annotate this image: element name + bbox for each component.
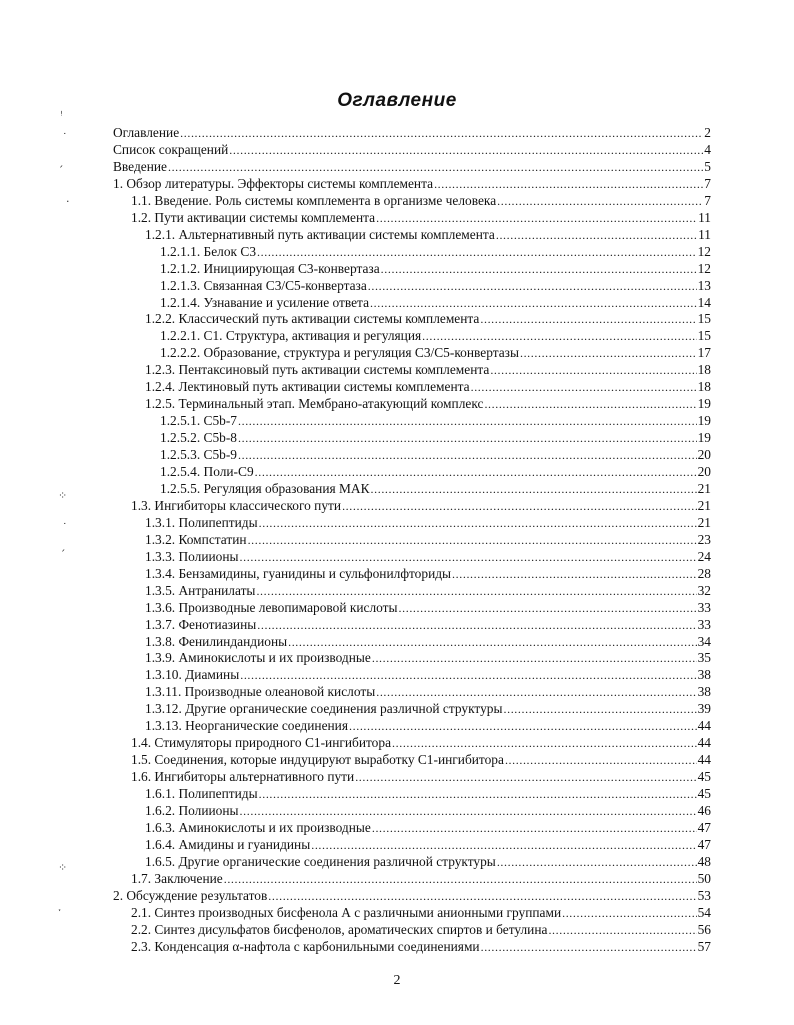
toc-entry-label: 1.3.8. Фенилиндандионы — [145, 633, 288, 649]
toc-entry-page: 24 — [697, 548, 711, 564]
toc-entry[interactable] — [145, 548, 711, 565]
toc-entry[interactable] — [160, 446, 711, 463]
toc-entry-page: 19 — [697, 396, 711, 412]
toc-entry[interactable] — [145, 785, 711, 802]
toc-entry[interactable] — [131, 921, 711, 938]
toc-entry[interactable] — [131, 751, 711, 768]
toc-entry-label: 1.2.1.2. Инициирующая С3-конвертаза — [160, 260, 380, 276]
scan-speck: ˙ — [62, 131, 68, 144]
toc-entry-label: 1.2.5.2. С5b-8 — [160, 430, 237, 446]
toc-entry[interactable] — [145, 836, 711, 853]
toc-entry-label: 2.1. Синтез производных бисфенола А с различными анионными группами — [131, 904, 562, 920]
toc-entry[interactable] — [145, 514, 711, 531]
toc-entry[interactable] — [145, 616, 711, 633]
toc-entry-page: 21 — [697, 497, 711, 513]
toc-entry-page: 15 — [697, 328, 711, 344]
toc-dot-leader — [520, 345, 697, 362]
toc-entry[interactable] — [145, 819, 711, 836]
toc-entry-label: 1.6.2. Полиионы — [145, 803, 239, 818]
toc-entry-label: 1.3.1. Полипептиды — [145, 514, 258, 530]
toc-dot-leader — [349, 718, 697, 735]
toc-entry-page: 57 — [697, 938, 711, 954]
toc-entry-page: 23 — [697, 531, 711, 547]
toc-entry[interactable] — [160, 480, 711, 497]
toc-entry[interactable] — [160, 243, 711, 260]
toc-entry-label: 1.3.4. Бензамидины, гуанидины и сульфонилфториды — [145, 565, 452, 581]
toc-dot-leader — [497, 193, 703, 210]
toc-dot-leader — [434, 176, 703, 193]
toc-entry[interactable] — [160, 463, 711, 480]
toc-entry-page: 39 — [697, 701, 711, 717]
toc-entry-label: 1.6.4. Амидины и гуанидины — [145, 836, 311, 852]
toc-entry[interactable] — [145, 633, 711, 650]
toc-dot-leader — [288, 634, 697, 651]
toc-dot-leader — [392, 735, 697, 752]
toc-entry-page: 18 — [697, 362, 711, 378]
toc-entry-label: 1.2.5.3. С5b-9 — [160, 447, 237, 463]
scan-speck: ⁘ — [58, 861, 68, 874]
toc-entry-label: 1.3.9. Аминокислоты и их производные — [145, 650, 371, 666]
toc-entry[interactable] — [131, 768, 711, 785]
toc-entry[interactable] — [160, 327, 711, 344]
toc-entry-label: Введение — [113, 158, 167, 174]
toc-entry[interactable] — [131, 192, 711, 209]
toc-entry[interactable] — [113, 124, 711, 141]
toc-entry-label: 1.2.5.1. С5b-7 — [160, 413, 237, 429]
toc-dot-leader — [505, 752, 697, 769]
toc-entry[interactable] — [131, 209, 711, 226]
toc-entry-page: 44 — [697, 752, 711, 768]
toc-entry-label: 2.3. Конденсация α-нафтола с карбонильными соединениями — [131, 938, 480, 954]
toc-entry-label: 1.7. Заключение — [131, 870, 223, 886]
toc-entry[interactable] — [145, 666, 711, 683]
toc-entry-page: 4 — [704, 141, 711, 157]
toc-entry-label: 1.2.1. Альтернативный путь активации системы комплемента — [145, 226, 495, 242]
toc-entry-label: 2. Обсуждение результатов — [113, 887, 268, 903]
toc-entry-page: 33 — [697, 599, 711, 615]
toc-entry-page: 20 — [697, 464, 711, 479]
toc-entry[interactable] — [131, 904, 711, 921]
toc-dot-leader — [259, 515, 697, 532]
scan-speck: ⁘ — [58, 489, 68, 502]
toc-dot-leader — [504, 701, 697, 718]
toc-entry-page: 21 — [697, 480, 711, 496]
toc-entry-label: 1.3.13. Неорганические соединения — [145, 718, 349, 734]
toc-entry-page: 18 — [697, 379, 711, 395]
toc-dot-leader — [256, 583, 696, 600]
toc-entry[interactable] — [145, 802, 711, 819]
toc-entry[interactable] — [145, 683, 711, 700]
toc-dot-leader — [180, 125, 703, 142]
scan-speck: ˏ — [60, 539, 66, 552]
toc-entry-label: 1.3.7. Фенотиазины — [145, 616, 257, 632]
toc-entry-page: 35 — [697, 650, 711, 666]
toc-dot-leader — [481, 939, 697, 956]
toc-entry-label: 1.3.10. Диамины — [145, 667, 240, 683]
toc-entry[interactable] — [145, 378, 711, 395]
toc-dot-leader — [376, 210, 697, 227]
toc-dot-leader — [372, 650, 697, 667]
toc-dot-leader — [268, 888, 696, 905]
toc-entry-page: 13 — [697, 277, 711, 293]
toc-entry-page: 11 — [698, 226, 711, 242]
toc-dot-leader — [497, 854, 697, 871]
toc-entry-label: 1.2.1.3. Связанная С3/С5-конвертаза — [160, 277, 367, 293]
toc-entry-page: 2 — [704, 125, 711, 140]
toc-entry-page: 19 — [697, 413, 711, 429]
toc-dot-leader — [370, 295, 697, 312]
toc-dot-leader — [257, 244, 697, 261]
toc-entry[interactable] — [145, 853, 711, 870]
toc-entry[interactable] — [113, 141, 711, 158]
toc-entry-page: 12 — [697, 260, 711, 276]
toc-dot-leader — [311, 837, 696, 854]
toc-dot-leader — [259, 786, 697, 803]
toc-entry[interactable] — [160, 344, 711, 361]
toc-entry[interactable] — [145, 226, 711, 243]
toc-entry[interactable] — [145, 361, 711, 378]
toc-entry-page: 46 — [697, 803, 711, 818]
toc-entry-label: 1.6.1. Полипептиды — [145, 786, 258, 802]
toc-entry-page: 15 — [697, 311, 711, 327]
toc-entry[interactable] — [113, 175, 711, 192]
toc-entry[interactable] — [145, 649, 711, 666]
toc-dot-leader — [399, 600, 697, 617]
toc-dot-leader — [381, 261, 697, 278]
toc-entry-page: 56 — [697, 921, 711, 937]
toc-entry[interactable] — [160, 294, 711, 311]
toc-entry-page: 14 — [697, 294, 711, 310]
toc-entry-label: 1.2.2.1. С1. Структура, активация и регуляция — [160, 328, 422, 344]
scan-speck: ˙ — [62, 521, 68, 534]
toc-entry-page: 47 — [697, 819, 711, 835]
toc-entry-page: 44 — [697, 718, 711, 734]
toc-dot-leader — [562, 905, 697, 922]
toc-dot-leader — [452, 566, 697, 583]
toc-entry-label: 1.2.5.5. Регуляция образования МАК — [160, 480, 370, 496]
scan-speck: ꜝ — [60, 109, 63, 122]
toc-entry-page: 28 — [697, 565, 711, 581]
toc-entry[interactable] — [131, 938, 711, 955]
toc-entry-label: 1.2.2. Классический путь активации системы комплемента — [145, 311, 480, 327]
toc-entry-page: 34 — [697, 633, 711, 649]
toc-entry[interactable] — [113, 158, 711, 175]
toc-entry-page: 21 — [697, 514, 711, 530]
toc-entry[interactable] — [160, 429, 711, 446]
toc-entry[interactable] — [131, 497, 711, 514]
toc-entry-label: 1.3.3. Полиионы — [145, 548, 239, 564]
toc-entry-page: 38 — [697, 667, 711, 683]
toc-entry-label: 1.2.4. Лектиновый путь активации системы комплемента — [145, 379, 470, 395]
toc-entry-label: Список сокращений — [113, 141, 229, 157]
toc-dot-leader — [371, 481, 697, 498]
toc-entry-label: 1.4. Стимуляторы природного С1-ингибитора — [131, 735, 392, 751]
toc-entry[interactable] — [145, 531, 711, 548]
toc-dot-leader — [240, 667, 696, 684]
page-number: 2 — [393, 973, 401, 988]
toc-entry-page: 45 — [697, 786, 711, 802]
scan-speck: ˑ — [58, 905, 62, 918]
toc-entry-page: 17 — [697, 345, 711, 361]
toc-entry-label: 1.3.5. Антранилаты — [145, 582, 256, 598]
toc-entry-label: 1.6.5. Другие органические соединения различной структуры — [145, 853, 496, 869]
page-title: Оглавление — [337, 90, 457, 111]
toc-entry[interactable] — [145, 565, 711, 582]
toc-entry-label: 2.2. Синтез дисульфатов бисфенолов, ароматических спиртов и бетулина — [131, 921, 548, 937]
toc-entry-label: 1.3.11. Производные олеановой кислоты — [145, 684, 376, 700]
toc-entry-page: 11 — [698, 209, 711, 225]
toc-entry-page: 44 — [697, 735, 711, 751]
toc-entry-page: 19 — [697, 430, 711, 446]
toc-dot-leader — [248, 532, 697, 549]
toc-dot-leader — [548, 922, 696, 939]
toc-entry-label: 1.1. Введение. Роль системы комплемента в организме человека — [131, 192, 497, 208]
toc-dot-leader — [257, 617, 696, 634]
toc-dot-leader — [376, 684, 696, 701]
toc-dot-leader — [372, 820, 697, 837]
toc-entry-label: 1.2. Пути активации системы комплемента — [131, 209, 376, 225]
toc-entry-page: 20 — [697, 447, 711, 463]
toc-entry-page: 45 — [697, 769, 711, 785]
toc-dot-leader — [490, 362, 696, 379]
toc-entry[interactable] — [131, 734, 711, 751]
toc-entry-page: 50 — [697, 870, 711, 886]
toc-entry-label: 1.6. Ингибиторы альтернативного пути — [131, 769, 355, 785]
toc-entry-label: 1.2.2.2. Образование, структура и регуляция С3/С5-конвертазы — [160, 345, 519, 361]
toc-entry-label: 1.2.1.1. Белок С3 — [160, 243, 257, 259]
toc-entry-page: 33 — [697, 616, 711, 632]
toc-dot-leader — [240, 803, 697, 820]
toc-dot-leader — [238, 413, 697, 430]
toc-dot-leader — [224, 871, 697, 888]
toc-entry[interactable] — [113, 887, 711, 904]
toc-entry-label: 1.3.2. Компстатин — [145, 531, 247, 547]
toc-entry[interactable] — [160, 412, 711, 429]
toc-entry-label: 1.6.3. Аминокислоты и их производные — [145, 819, 371, 835]
toc-entry-page: 7 — [704, 192, 711, 208]
toc-entry-label: 1.5. Соединения, которые индуцируют выработку С1-ингибитора — [131, 752, 504, 768]
toc-entry-label: 1.2.3. Пентаксиновый путь активации системы комплемента — [145, 362, 490, 378]
toc-entry-page: 54 — [697, 904, 711, 920]
toc-entry-page: 5 — [704, 158, 711, 174]
toc-dot-leader — [255, 464, 697, 481]
toc-entry-page: 32 — [697, 582, 711, 598]
toc-entry-label: 1.3.6. Производные левопимаровой кислоты — [145, 599, 398, 615]
toc-dot-leader — [355, 769, 696, 786]
toc-entry[interactable] — [145, 310, 711, 327]
toc-entry-page: 47 — [697, 836, 711, 852]
scan-speck: · — [66, 195, 70, 208]
toc-entry-label: Оглавление — [113, 125, 180, 140]
toc-entry-label: 1.2.1.4. Узнавание и усиление ответа — [160, 294, 370, 310]
toc-entry[interactable] — [145, 582, 711, 599]
toc-entry-page: 12 — [697, 243, 711, 259]
toc-entry-label: 1.3. Ингибиторы классического пути — [131, 497, 342, 513]
toc-dot-leader — [342, 498, 697, 515]
toc-dot-leader — [422, 328, 696, 345]
toc-dot-leader — [471, 379, 697, 396]
toc-entry[interactable] — [160, 260, 711, 277]
toc-dot-leader — [484, 396, 696, 413]
toc-entry-page: 53 — [697, 887, 711, 903]
toc-entry-page: 7 — [704, 175, 711, 191]
toc-entry[interactable] — [145, 700, 711, 717]
toc-entry-label: 1.2.5. Терминальный этап. Мембрано-атакующий комплекс — [145, 396, 484, 412]
toc-entry[interactable] — [131, 870, 711, 887]
toc-entry-label: 1.2.5.4. Поли-С9 — [160, 464, 254, 479]
toc-dot-leader — [240, 549, 697, 566]
toc-dot-leader — [368, 278, 697, 295]
toc-entry-page: 38 — [697, 684, 711, 700]
toc-entry[interactable] — [145, 395, 711, 412]
toc-entry-page: 48 — [697, 853, 711, 869]
toc-dot-leader — [238, 430, 697, 447]
toc-dot-leader — [238, 447, 697, 464]
toc-entry[interactable] — [145, 717, 711, 734]
toc-entry-label: 1.3.12. Другие органические соединения различной структуры — [145, 701, 503, 717]
scan-speck: ˏ — [58, 155, 64, 168]
toc-dot-leader — [229, 142, 703, 159]
toc-dot-leader — [168, 159, 703, 176]
toc-dot-leader — [496, 227, 697, 244]
toc-entry-label: 1. Обзор литературы. Эффекторы системы комплемента — [113, 175, 434, 191]
toc-entry[interactable] — [145, 599, 711, 616]
toc-entry[interactable] — [160, 277, 711, 294]
toc-dot-leader — [480, 311, 696, 328]
